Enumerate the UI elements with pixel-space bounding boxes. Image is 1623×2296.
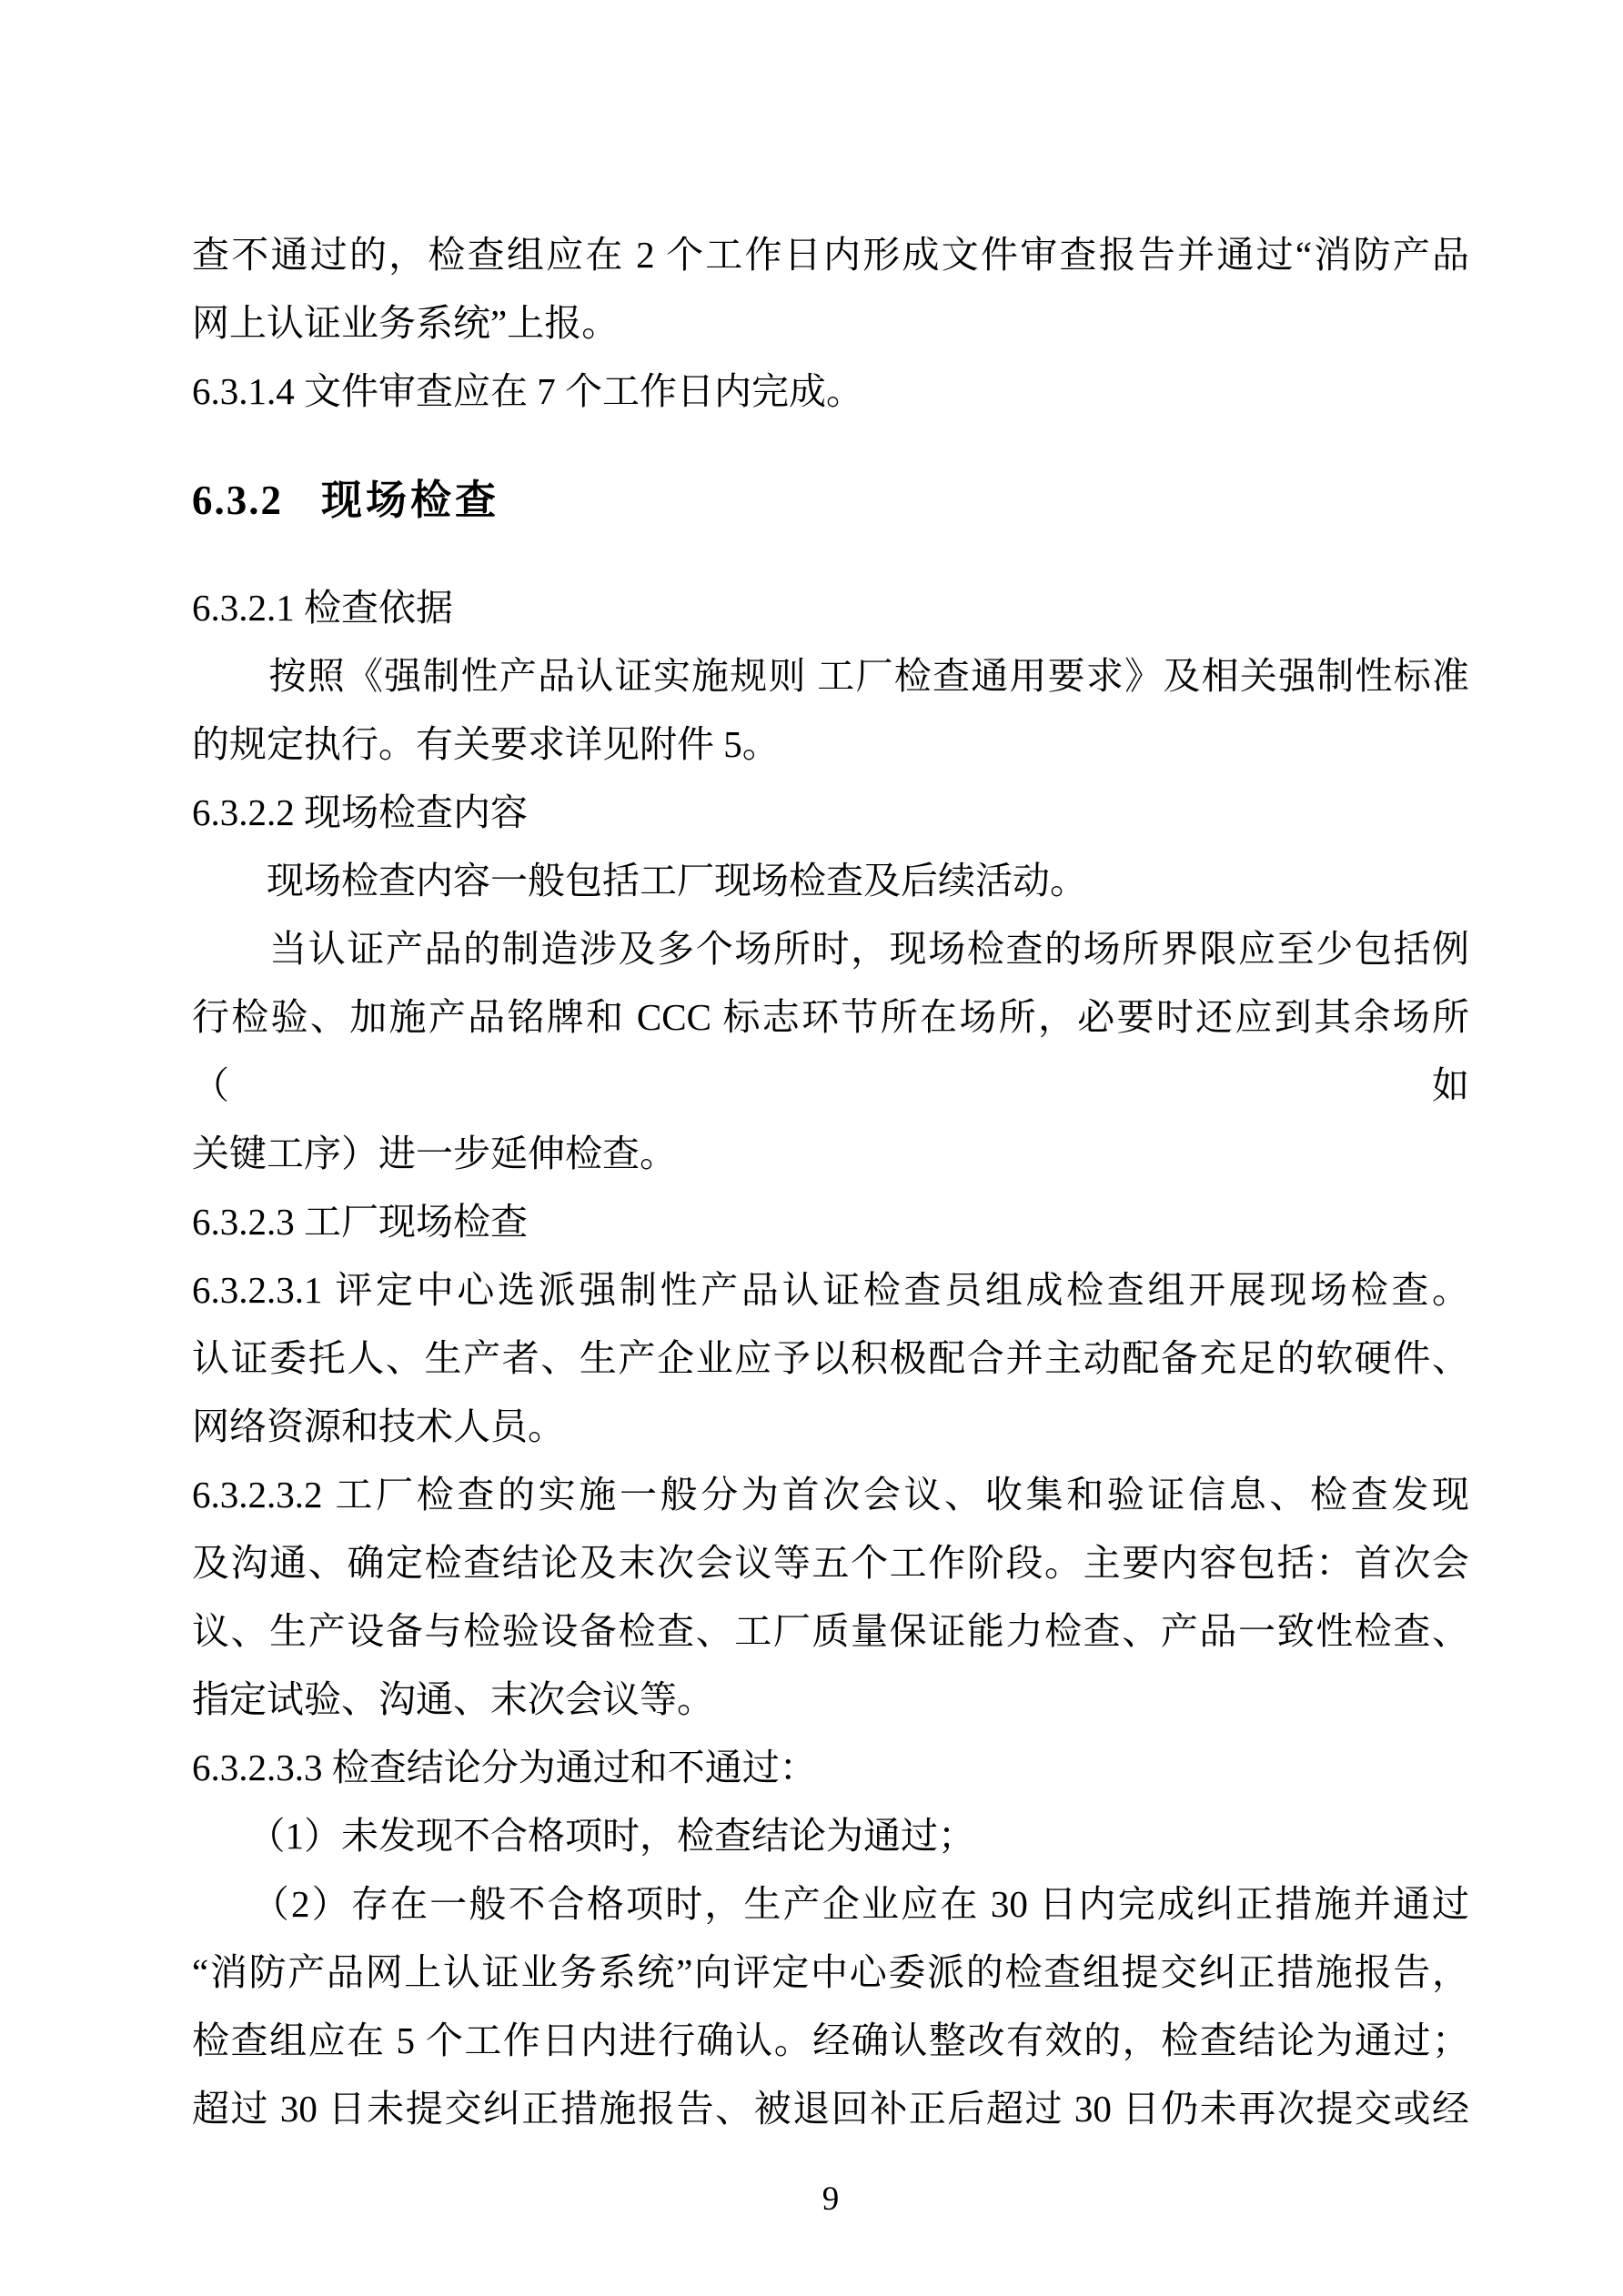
paragraph [192,847,1469,915]
paragraph [192,1188,1469,1256]
paragraph [192,574,1469,642]
text-line: 认证委托人、生产者、生产企业应予以积极配合并主动配备充足的软硬件、 [192,1337,1469,1379]
text-line: 6.3.2.2 现场检查内容 [192,791,528,833]
text-line: 6.3.2.1 检查依据 [192,587,453,629]
text-line: 按照《强制性产品认证实施规则 工厂检查通用要求》及相关强制性标准 [192,655,1469,697]
paragraph [192,642,1469,779]
paragraph [192,915,1469,1188]
text-line: 指定试验、沟通、末次会议等。 [192,1678,714,1720]
text-line: 6.3.1.4 文件审查应在 7 个工作日内完成。 [192,370,863,412]
page-number: 9 [822,2180,840,2218]
paragraph [192,779,1469,847]
paragraph [192,1256,1469,1461]
text-line: 6.3.2.3.1 评定中心选派强制性产品认证检查员组成检查组开展现场检查。 [192,1269,1469,1311]
text-line: 6.3.2.3.2 工厂检查的实施一般分为首次会议、收集和验证信息、检查发现 [192,1474,1469,1516]
section-title: 现场检查 [321,477,500,523]
text-line: 议、生产设备与检验设备检查、工厂质量保证能力检查、产品一致性检查、 [192,1610,1469,1652]
text-line: （1）未发现不合格项时，检查结论为通过； [192,1815,975,1857]
text-line: 现场检查内容一般包括工厂现场检查及后续活动。 [192,860,1087,901]
text-line: 超过 30 日未提交纠正措施报告、被退回补正后超过 30 日仍未再次提交或经 [192,2088,1469,2130]
text-line: 当认证产品的制造涉及多个场所时，现场检查的场所界限应至少包括例 [192,928,1469,970]
section-number: 6.3.2 [192,478,283,523]
paragraph [192,1461,1469,1734]
paragraph [192,357,1469,426]
text-line: 检查组应在 5 个工作日内进行确认。经确认整改有效的，检查结论为通过； [192,2019,1469,2061]
page-footer [192,2180,1469,2220]
paragraph [192,1802,1469,1870]
text-line: “消防产品网上认证业务系统”向评定中心委派的检查组提交纠正措施报告， [192,1951,1469,1993]
section-heading [192,466,1469,535]
paragraph [192,1734,1469,1802]
text-line: 关键工序）进一步延伸检查。 [192,1133,677,1174]
text-line: 网络资源和技术人员。 [192,1405,565,1447]
text-line: 的规定执行。有关要求详见附件 5。 [192,723,780,765]
text-line: （2）存在一般不合格项时，生产企业应在 30 日内完成纠正措施并通过 [192,1883,1469,1925]
text-line: 6.3.2.3.3 检查结论分为通过和不通过： [192,1747,817,1788]
text-line: 查不通过的，检查组应在 2 个工作日内形成文件审查报告并通过“消防产品 [192,234,1469,276]
text-line: 及沟通、确定检查结论及末次会议等五个工作阶段。主要内容包括：首次会 [192,1542,1469,1584]
text-line: 6.3.2.3 工厂现场检查 [192,1201,528,1243]
paragraph [192,221,1469,357]
text-line: 行检验、加施产品铭牌和 CCC 标志环节所在场所，必要时还应到其余场所（如 [192,996,1469,1106]
page-content [192,221,1469,2143]
paragraph [192,1870,1469,2143]
text-line: 网上认证业务系统”上报。 [192,302,620,344]
